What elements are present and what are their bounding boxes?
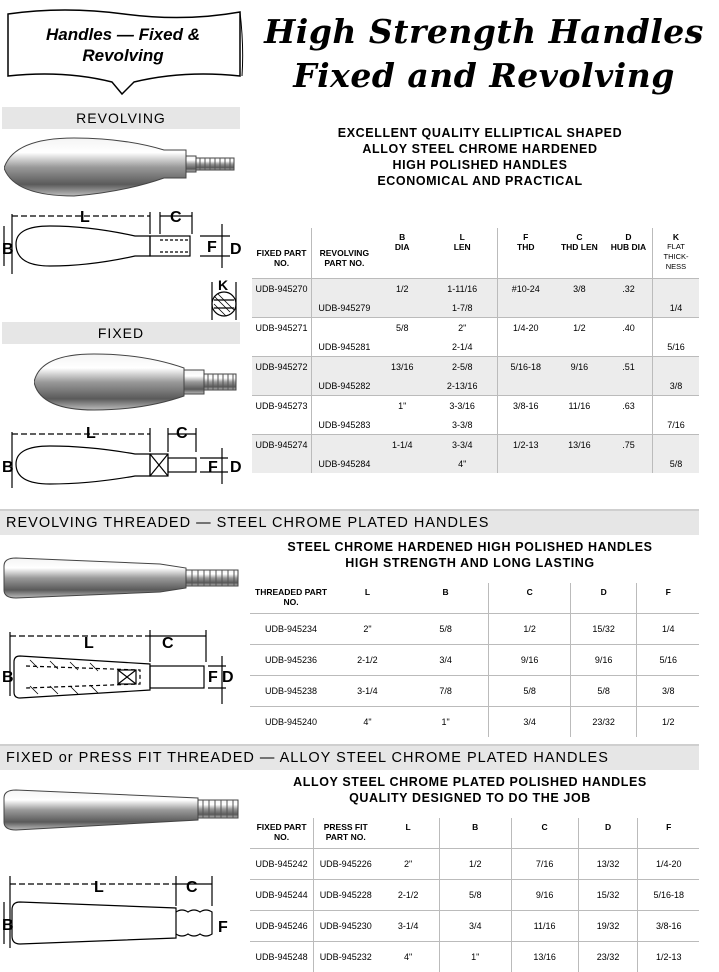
k-blank (652, 435, 699, 455)
dim-B-threaded: B (2, 669, 14, 686)
dim-b: 7/8 (403, 676, 489, 707)
l-len-fixed: 1-11/16 (428, 279, 497, 299)
th2-b: B (403, 583, 489, 614)
revolving-threaded-dimension-drawing (0, 626, 248, 726)
th-f-sub: THD (500, 242, 552, 252)
press-fit-part-no: UDB-945230 (314, 911, 378, 942)
f-blank (497, 337, 554, 357)
dim-f: 3/8-16 (638, 911, 699, 942)
revolving-dimension-drawing (0, 204, 248, 322)
dim-L-press: L (94, 879, 104, 896)
dim-c: 9/16 (511, 880, 578, 911)
dim-F-threaded: F (208, 669, 218, 686)
threaded-part-no: UDB-945240 (250, 707, 332, 738)
c-blank (554, 337, 605, 357)
intro-description (300, 125, 660, 189)
c-blank (554, 376, 605, 396)
dim-l: 2" (332, 614, 403, 645)
dim-L-fixed: L (86, 425, 96, 442)
dim-l: 2-1/2 (377, 880, 439, 911)
th-b: B (379, 232, 426, 242)
dim-l: 4" (377, 942, 439, 972)
th-k: K (655, 232, 697, 242)
fixed-label: FIXED (2, 322, 240, 344)
revolving-part-no: UDB-945284 (312, 454, 377, 473)
dim-c: 11/16 (511, 911, 578, 942)
dim-b: 5/8 (403, 614, 489, 645)
f-blank (497, 298, 554, 318)
dim-d: 23/32 (570, 707, 637, 738)
dim-l: 2" (377, 849, 439, 880)
dim-f: 5/16-18 (638, 880, 699, 911)
handles-spec-table (252, 228, 699, 473)
b-blank (377, 337, 428, 357)
page-title (250, 10, 718, 98)
dim-c: 3/4 (489, 707, 570, 738)
table-row (250, 645, 699, 676)
table2-body (250, 614, 699, 738)
d-blank (605, 337, 653, 357)
table-row (252, 396, 699, 416)
dim-D-threaded: D (222, 669, 234, 686)
k-blank (652, 396, 699, 416)
table-row (252, 435, 699, 455)
table-row (250, 942, 699, 972)
d-blank (605, 298, 653, 318)
revolving-part-no-blank (312, 279, 377, 299)
intro-line-4: ECONOMICAL AND PRACTICAL (300, 173, 660, 189)
table-row (252, 376, 699, 396)
revolving-threaded-handle-photo (0, 552, 246, 604)
l-len-fixed: 2" (428, 318, 497, 338)
dim-b: 5/8 (439, 880, 511, 911)
press-fit-part-no: UDB-945226 (314, 849, 378, 880)
table-row (250, 880, 699, 911)
revolving-part-no-blank (312, 318, 377, 338)
dim-l: 3-1/4 (377, 911, 439, 942)
fixed-part-no: UDB-945272 (252, 357, 312, 377)
k-flat-thickness: 5/16 (652, 337, 699, 357)
k-blank (652, 318, 699, 338)
dim-B-press: B (2, 917, 14, 934)
banner-line-1: Handles — Fixed & (18, 24, 228, 45)
d-hub-dia: .40 (605, 318, 653, 338)
revolving-part-no: UDB-945279 (312, 298, 377, 318)
th3-l: L (377, 818, 439, 849)
dim-f: 1/4-20 (638, 849, 699, 880)
th2-part: THREADED PART NO. (250, 583, 332, 614)
dim-f: 1/2-13 (638, 942, 699, 972)
th-l: L (430, 232, 495, 242)
th3-c: C (511, 818, 578, 849)
revolving-part-no-blank (312, 357, 377, 377)
th3-b: B (439, 818, 511, 849)
d-hub-dia: .32 (605, 279, 653, 299)
l-len-revolving: 2-13/16 (428, 376, 497, 396)
table-row (252, 298, 699, 318)
dim-c: 1/2 (489, 614, 570, 645)
threaded-spec-table (250, 583, 699, 737)
d-hub-dia: .63 (605, 396, 653, 416)
b-blank (377, 298, 428, 318)
table-row (252, 337, 699, 357)
section2-description (270, 539, 670, 571)
press-fit-part-no: UDB-945232 (314, 942, 378, 972)
d-blank (605, 415, 653, 435)
f-thd: 1/4-20 (497, 318, 554, 338)
dim-F-fixed: F (208, 459, 218, 476)
c-thd-len: 3/8 (554, 279, 605, 299)
table-row (252, 318, 699, 338)
fixed-part-no: UDB-945271 (252, 318, 312, 338)
banner-text (18, 24, 228, 66)
dim-d: 19/32 (578, 911, 638, 942)
f-blank (497, 415, 554, 435)
c-blank (554, 298, 605, 318)
b-dia: 13/16 (377, 357, 428, 377)
f-thd: 3/8-16 (497, 396, 554, 416)
f-thd: 1/2-13 (497, 435, 554, 455)
th2-d: D (570, 583, 637, 614)
dim-F: F (207, 239, 217, 256)
dim-D: D (230, 241, 242, 258)
press-fit-dimension-drawing (0, 868, 248, 964)
table-row (250, 849, 699, 880)
dim-l: 3-1/4 (332, 676, 403, 707)
revolving-part-no: UDB-945281 (312, 337, 377, 357)
b-dia: 1-1/4 (377, 435, 428, 455)
l-len-revolving: 1-7/8 (428, 298, 497, 318)
b-blank (377, 454, 428, 473)
dim-b: 3/4 (439, 911, 511, 942)
fixed-part-blank (252, 454, 312, 473)
dim-F-press: F (218, 919, 228, 936)
c-thd-len: 1/2 (554, 318, 605, 338)
d-blank (605, 454, 653, 473)
section3-desc-line-2: QUALITY DESIGNED TO DO THE JOB (270, 790, 670, 806)
c-thd-len: 11/16 (554, 396, 605, 416)
fixed-part-blank (252, 376, 312, 396)
section3-description (270, 774, 670, 806)
intro-line-2: ALLOY STEEL CHROME HARDENED (300, 141, 660, 157)
k-blank (652, 279, 699, 299)
k-flat-thickness: 1/4 (652, 298, 699, 318)
dim-L-threaded: L (84, 635, 94, 652)
dim-C-fixed: C (176, 425, 188, 442)
b-dia: 5/8 (377, 318, 428, 338)
b-blank (377, 415, 428, 435)
section2-desc-line-2: HIGH STRENGTH AND LONG LASTING (270, 555, 670, 571)
press-fit-spec-table (250, 818, 699, 972)
table-row (250, 614, 699, 645)
dim-C-press: C (186, 879, 198, 896)
intro-line-3: HIGH POLISHED HANDLES (300, 157, 660, 173)
th3-f: F (638, 818, 699, 849)
table-row (252, 357, 699, 377)
threaded-part-no: UDB-945238 (250, 676, 332, 707)
dim-f: 1/2 (637, 707, 699, 738)
fixed-part-no: UDB-945244 (250, 880, 314, 911)
c-thd-len: 13/16 (554, 435, 605, 455)
dim-D-fixed: D (230, 459, 242, 476)
dim-f: 5/16 (637, 645, 699, 676)
dim-b: 3/4 (403, 645, 489, 676)
dim-d: 23/32 (578, 942, 638, 972)
dim-c: 5/8 (489, 676, 570, 707)
f-thd: #10-24 (497, 279, 554, 299)
b-blank (377, 376, 428, 396)
th2-f: F (637, 583, 699, 614)
th-revolving-part: REVOLVING PART NO. (312, 228, 377, 279)
revolving-handle-photo (4, 130, 240, 202)
k-flat-thickness: 3/8 (652, 376, 699, 396)
section2-bar: REVOLVING THREADED — STEEL CHROME PLATED HANDLES (0, 509, 699, 535)
table-row (250, 707, 699, 738)
l-len-revolving: 3-3/8 (428, 415, 497, 435)
l-len-fixed: 3-3/16 (428, 396, 497, 416)
th-d: D (607, 232, 650, 242)
th-d-sub: HUB DIA (607, 242, 650, 252)
table3-body (250, 849, 699, 972)
fixed-part-blank (252, 337, 312, 357)
c-blank (554, 415, 605, 435)
d-blank (605, 376, 653, 396)
th-c: C (556, 232, 603, 242)
fixed-part-no: UDB-945242 (250, 849, 314, 880)
section3-bar: FIXED or PRESS FIT THREADED — ALLOY STEEL CHROME PLATED HANDLES (0, 744, 699, 770)
dim-c: 9/16 (489, 645, 570, 676)
b-dia: 1" (377, 396, 428, 416)
fixed-part-no: UDB-945274 (252, 435, 312, 455)
dim-b: 1" (403, 707, 489, 738)
dim-f: 1/4 (637, 614, 699, 645)
revolving-part-no-blank (312, 396, 377, 416)
banner-line-2: Revolving (18, 45, 228, 66)
dim-C: C (170, 209, 182, 226)
dim-d: 15/32 (570, 614, 637, 645)
th-c-sub: THD LEN (556, 242, 603, 252)
title-line-1: High Strength Handles (250, 10, 718, 54)
press-fit-handle-photo (0, 786, 246, 836)
fixed-handle-photo (34, 344, 240, 418)
section2-desc-line-1: STEEL CHROME HARDENED HIGH POLISHED HANDLES (270, 539, 670, 555)
dim-d: 13/32 (578, 849, 638, 880)
l-len-fixed: 2-5/8 (428, 357, 497, 377)
th3-press: PRESS FIT PART NO. (314, 818, 378, 849)
th-k-sub: FLAT THICK- NESS (655, 242, 697, 272)
d-hub-dia: .75 (605, 435, 653, 455)
f-blank (497, 376, 554, 396)
fixed-part-no: UDB-945270 (252, 279, 312, 299)
th-l-sub: LEN (430, 242, 495, 252)
fixed-dimension-drawing (0, 418, 248, 494)
dim-L: L (80, 209, 90, 226)
threaded-part-no: UDB-945236 (250, 645, 332, 676)
table-row (252, 415, 699, 435)
title-line-2: Fixed and Revolving (250, 54, 718, 98)
dim-b: 1/2 (439, 849, 511, 880)
th2-c: C (489, 583, 570, 614)
dim-C-threaded: C (162, 635, 174, 652)
threaded-part-no: UDB-945234 (250, 614, 332, 645)
th3-fixed: FIXED PART NO. (250, 818, 314, 849)
revolving-part-no-blank (312, 435, 377, 455)
dim-d: 5/8 (570, 676, 637, 707)
dim-c: 13/16 (511, 942, 578, 972)
dim-f: 3/8 (637, 676, 699, 707)
k-flat-thickness: 7/16 (652, 415, 699, 435)
th-fixed-part: FIXED PART NO. (252, 228, 312, 279)
table-row (252, 454, 699, 473)
th3-d: D (578, 818, 638, 849)
dim-K: K (218, 277, 228, 293)
dim-l: 2-1/2 (332, 645, 403, 676)
banner (4, 6, 244, 94)
dim-d: 15/32 (578, 880, 638, 911)
b-dia: 1/2 (377, 279, 428, 299)
k-flat-thickness: 5/8 (652, 454, 699, 473)
c-thd-len: 9/16 (554, 357, 605, 377)
l-len-fixed: 3-3/4 (428, 435, 497, 455)
fixed-part-blank (252, 298, 312, 318)
dim-d: 9/16 (570, 645, 637, 676)
c-blank (554, 454, 605, 473)
dim-B: B (2, 241, 14, 258)
dim-l: 4" (332, 707, 403, 738)
intro-line-1: EXCELLENT QUALITY ELLIPTICAL SHAPED (300, 125, 660, 141)
fixed-part-no: UDB-945248 (250, 942, 314, 972)
f-thd: 5/16-18 (497, 357, 554, 377)
l-len-revolving: 4" (428, 454, 497, 473)
l-len-revolving: 2-1/4 (428, 337, 497, 357)
th-f: F (500, 232, 552, 242)
fixed-part-no: UDB-945246 (250, 911, 314, 942)
dim-b: 1" (439, 942, 511, 972)
revolving-label: REVOLVING (2, 107, 240, 129)
press-fit-part-no: UDB-945228 (314, 880, 378, 911)
table-row (250, 911, 699, 942)
revolving-part-no: UDB-945282 (312, 376, 377, 396)
dim-B-fixed: B (2, 459, 14, 476)
section3-desc-line-1: ALLOY STEEL CHROME PLATED POLISHED HANDLES (270, 774, 670, 790)
table1-body (252, 279, 699, 474)
table-row (250, 676, 699, 707)
table-row (252, 279, 699, 299)
th-b-sub: DIA (379, 242, 426, 252)
revolving-part-no: UDB-945283 (312, 415, 377, 435)
fixed-part-blank (252, 415, 312, 435)
fixed-part-no: UDB-945273 (252, 396, 312, 416)
dim-c: 7/16 (511, 849, 578, 880)
k-blank (652, 357, 699, 377)
f-blank (497, 454, 554, 473)
d-hub-dia: .51 (605, 357, 653, 377)
th2-l: L (332, 583, 403, 614)
